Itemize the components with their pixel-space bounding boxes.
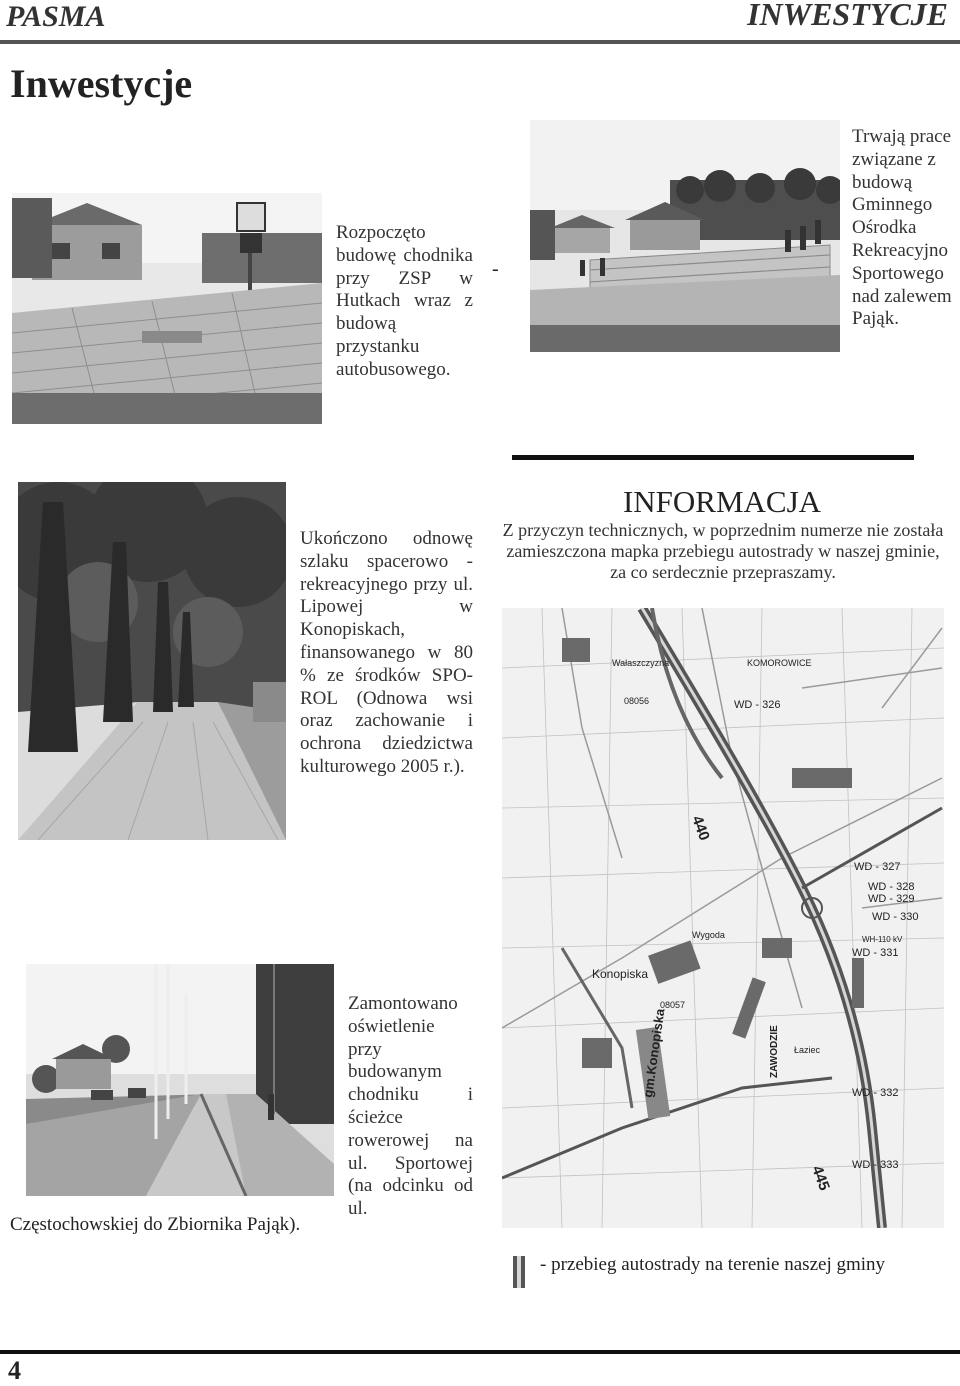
- map-wd331: WD - 331: [852, 947, 899, 959]
- map-wd326: WD - 326: [734, 699, 781, 711]
- page-number: 4: [8, 1356, 21, 1385]
- highway-legend-icon: [512, 1256, 526, 1288]
- info-text: Z przyczyn technicznych, w poprzednim numerze nie została zamieszczona mapka przebiegu autostrady w naszej gminie, za co serdecznie przepraszamy.: [502, 520, 944, 582]
- map-komorowice: KOMOROWICE: [747, 658, 812, 668]
- map-wd327: WD - 327: [854, 861, 901, 873]
- legend-text: - przebieg autostrady na terenie naszej gminy: [540, 1254, 886, 1275]
- photo-sportowa-lighting: [26, 964, 334, 1196]
- photo-lipowa-trail: [18, 482, 286, 840]
- map-road-445: 445: [808, 1163, 833, 1193]
- map-wd329: WD - 329: [868, 893, 915, 905]
- map-power-line: WH-110 kV: [862, 935, 903, 944]
- map-wd332: WD - 332: [852, 1087, 899, 1099]
- caption-sidewalk-hutki: Rozpoczęto budowę chodnika przy ZSP w Hutkach wraz z budową przystanku autobusowego.: [336, 222, 473, 380]
- map-walaszczyzna: Wałaszczyzna: [612, 658, 670, 668]
- separator-dash: -: [492, 258, 499, 280]
- caption-sportowa-lighting: Zamontowano oświetlenie przy budowanym chodniku i ścieżce rowerowej na ul. Sportowej (na odcinku od ul.: [348, 993, 473, 1220]
- section-name: INWESTYCJE: [747, 0, 948, 32]
- caption-lipowa-trail: Ukończono odnowę szlaku spacerowo - rekreacyjnego przy ul. Lipowej w Konopiskach, finansowanego w 80 % ze środków SPO-ROL (Odnowa wsi oraz zachowanie i ochrona dziedzictwa kulturowego 2005 r.).: [300, 528, 473, 777]
- photo-sidewalk-bus-stop: [12, 193, 322, 424]
- highway-route-map: [502, 608, 944, 1228]
- page-title: Inwestycje: [10, 61, 193, 106]
- map-road-08056: 08056: [624, 696, 650, 706]
- photo-recreation-center: [530, 120, 840, 352]
- map-road-08057: 08057: [660, 1000, 686, 1010]
- footer-divider: [0, 1350, 960, 1354]
- magazine-name: PASMA: [6, 0, 106, 33]
- header-divider: [0, 40, 960, 44]
- map-wygoda: Wygoda: [692, 930, 725, 940]
- map-wd330: WD - 330: [872, 911, 919, 923]
- info-divider: [512, 455, 914, 460]
- map-road-440: 440: [688, 813, 713, 843]
- map-wd328: WD - 328: [868, 881, 915, 893]
- map-gm-konopiska: gm.Konopiska: [640, 1007, 668, 1099]
- info-title: INFORMACJA: [622, 484, 822, 519]
- caption-recreation-center: Trwają prace związane z budową Gminnego Ośrodka Rekreacyjno Sportowego nad zalewem Pająk.: [852, 126, 952, 330]
- map-wd333: WD - 333: [852, 1159, 899, 1171]
- caption-sportowa-lighting-cont: Częstochowskiej do Zbiornika Pająk).: [10, 1214, 301, 1235]
- map-konopiska: Konopiska: [592, 967, 649, 981]
- map-lazieci: Łaziec: [794, 1045, 821, 1055]
- map-zawodzie: ZAWODZIE: [769, 1025, 780, 1078]
